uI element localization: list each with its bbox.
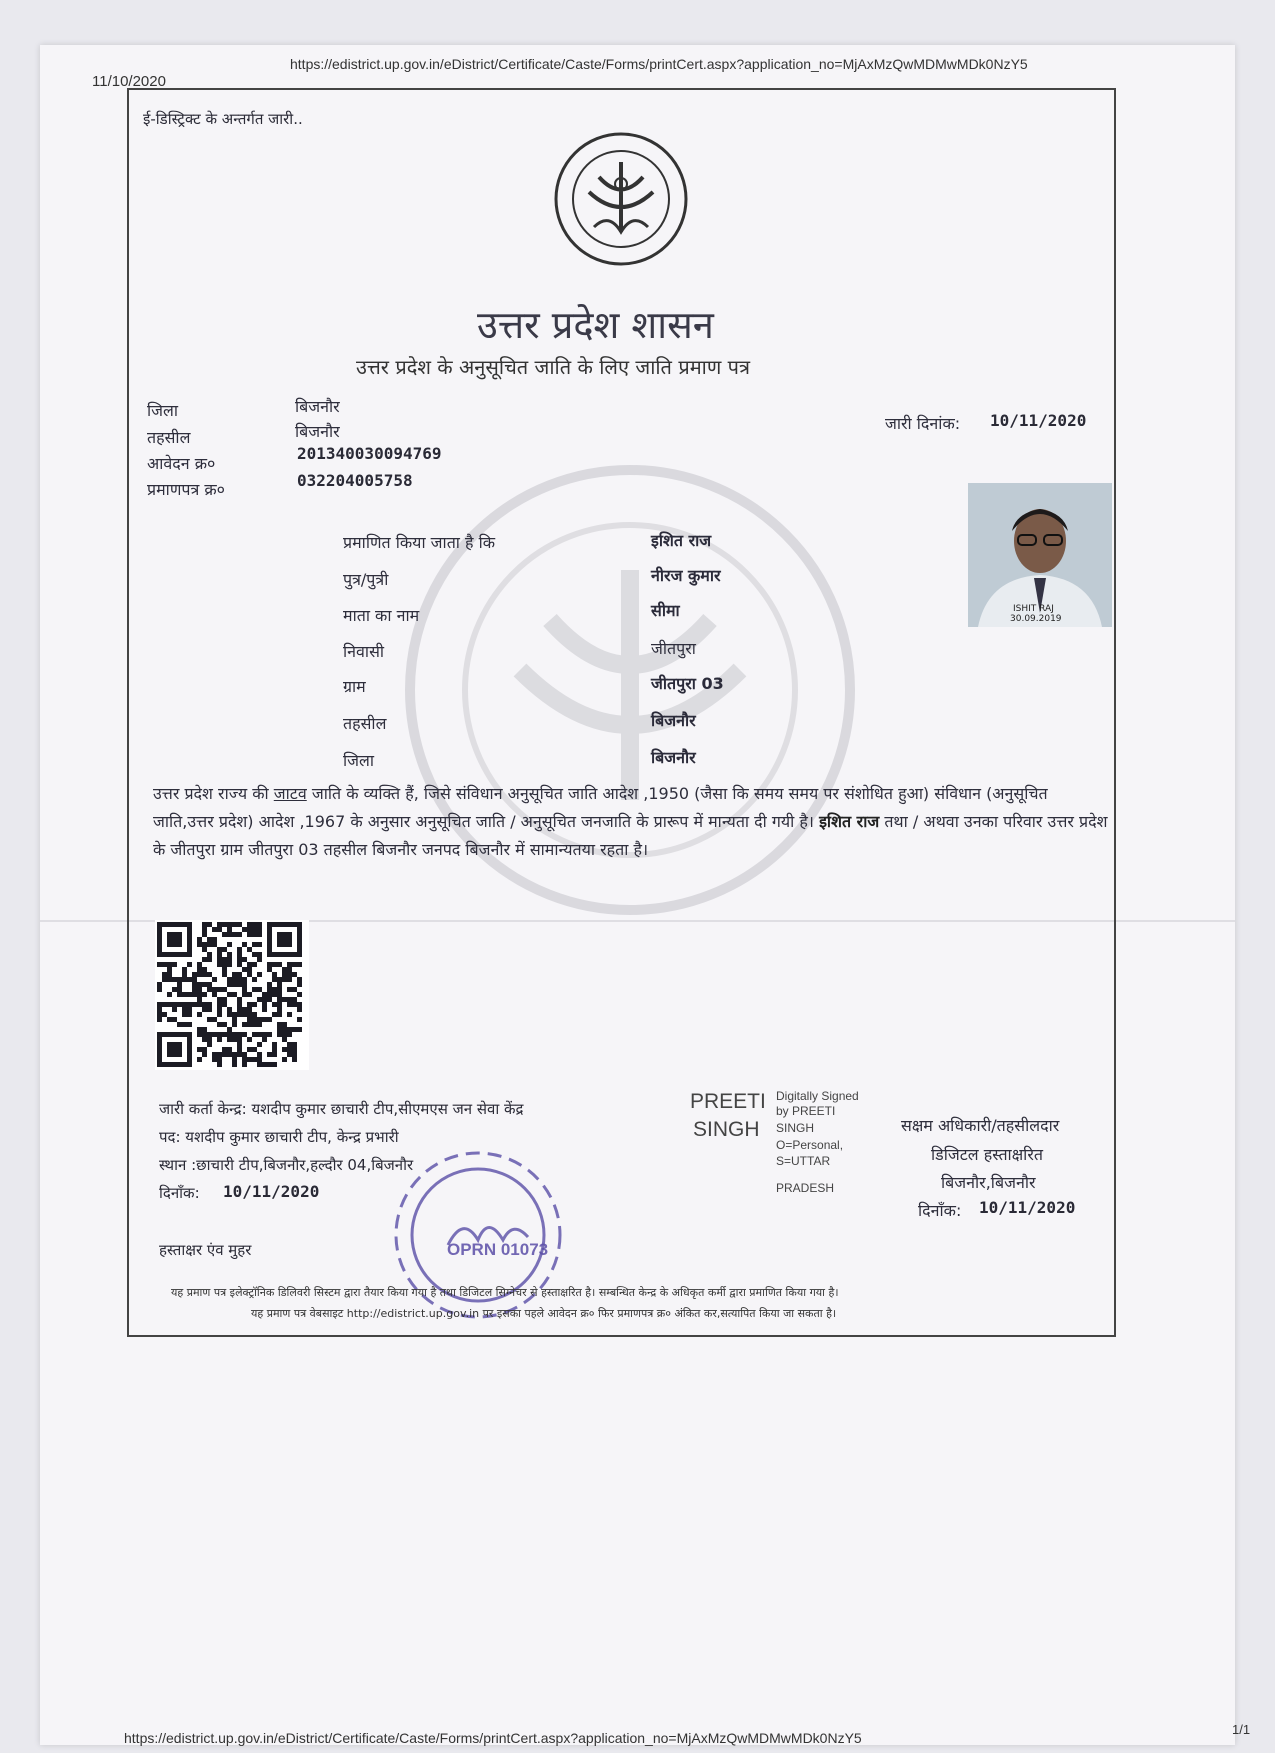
- detail-value-resident: जीतपुरा: [651, 639, 696, 658]
- meta-label-certificate-no: प्रमाणपत्र क्र०: [147, 480, 225, 499]
- issuer-post: पद: यशदीप कुमार छाचारी टीप, केन्द्र प्रभारी: [159, 1128, 399, 1146]
- detail-label-tehsil: तहसील: [343, 714, 387, 733]
- detail-value-name: इशित राज: [651, 531, 712, 550]
- digital-sign-name-1: PREETI: [690, 1090, 766, 1113]
- officer-title: सक्षम अधिकारी/तहसीलदार: [901, 1116, 1060, 1135]
- detail-value-village: जीतपुरा 03: [651, 674, 724, 693]
- print-page-number: 1/1: [1232, 1722, 1251, 1737]
- detail-label-district: जिला: [343, 751, 375, 770]
- certificate-paragraph: [153, 780, 1113, 864]
- footer-note-1: यह प्रमाण पत्र इलेक्ट्रॉनिक डिलिवरी सिस्टम द्वारा तैयार किया गया है तथा डिजिटल सिग्नेचर से हस्ताक्षरित है। सम्बन्धित केन्द्र के अधिकृत कर्मी द्वारा प्रमाणित किया गया है।: [171, 1286, 839, 1299]
- detail-value-father: नीरज कुमार: [651, 566, 721, 585]
- photo-caption-name: ISHIT RAJ: [1013, 604, 1054, 614]
- officer-date: 10/11/2020: [979, 1198, 1076, 1217]
- digital-sign-name-2: SINGH: [693, 1118, 760, 1141]
- issuer-place: स्थान :छाचारी टीप,बिजनौर,हल्दौर 04,बिजनौर: [159, 1156, 414, 1174]
- certificate-title: उत्तर प्रदेश शासन: [477, 303, 714, 347]
- meta-label-application: आवेदन क्र०: [147, 454, 216, 473]
- digital-sign-line-5: S=UTTAR: [776, 1154, 831, 1168]
- print-date: 11/10/2020: [92, 73, 166, 90]
- digital-sign-line-2: by PREETI: [776, 1104, 836, 1118]
- detail-label-son-daughter: पुत्र/पुत्री: [343, 570, 389, 589]
- issued-under: ई-डिस्ट्रिक्ट के अन्तर्गत जारी..: [143, 110, 303, 128]
- issuer-date: 10/11/2020: [223, 1182, 320, 1201]
- meta-value-certificate-no: 032204005758: [297, 471, 413, 490]
- issuer-center: जारी कर्ता केन्द्र: यशदीप कुमार छाचारी टीप,सीएमएस जन सेवा केंद्र: [159, 1100, 524, 1118]
- digital-sign-line-1: Digitally Signed: [776, 1089, 859, 1103]
- digital-sign-line-3: SINGH: [776, 1121, 815, 1135]
- para-part-2: जाति के व्यक्ति हैं, जिसे संविधान अनुसूचित जाति आदेश ,1950 (जैसा कि समय समय पर संशोधित हुआ) संविधान (अनुसूचित जाति,उत्तर प्रदेश) आदेश ,1967 के अनुसार अनुसूचित जाति / अनुसूचित जनजाति के प्रारूप में मान्यता दी गयी है।: [153, 784, 1048, 831]
- digital-sign-line-4: O=Personal,: [776, 1138, 844, 1152]
- stamp-text: OPRN 01073: [447, 1240, 549, 1259]
- digital-sign-line-6: PRADESH: [776, 1181, 835, 1195]
- officer-signed: डिजिटल हस्ताक्षरित: [931, 1145, 1043, 1164]
- detail-label-certified: प्रमाणित किया जाता है कि: [343, 533, 496, 552]
- meta-label-district: जिला: [147, 401, 179, 420]
- officer-place: बिजनौर,बिजनौर: [941, 1173, 1036, 1192]
- detail-value-mother: सीमा: [651, 601, 680, 620]
- meta-value-application: 201340030094769: [297, 444, 442, 463]
- detail-value-tehsil: बिजनौर: [651, 711, 696, 730]
- print-footer-url: https://edistrict.up.gov.in/eDistrict/Certificate/Caste/Forms/printCert.aspx?application_no=MjAxMzQwMDMwMDk0NzY5: [124, 1730, 862, 1746]
- sign-seal-label: हस्ताक्षर एंव मुहर: [159, 1241, 252, 1259]
- print-url: https://edistrict.up.gov.in/eDistrict/Certificate/Caste/Forms/printCert.aspx?application_no=MjAxMzQwMDMwMDk0NzY5: [290, 56, 1028, 72]
- detail-label-village: ग्राम: [343, 677, 366, 696]
- meta-value-tehsil: बिजनौर: [295, 422, 340, 441]
- para-caste: जाटव: [273, 784, 307, 803]
- issue-date: 10/11/2020: [990, 411, 1087, 430]
- photo-caption-date: 30.09.2019: [1010, 614, 1062, 624]
- issuer-date-label: दिनाँक:: [159, 1184, 200, 1202]
- detail-label-mother: माता का नाम: [343, 606, 420, 625]
- para-part-3: तथा / अथवा उनका परिवार उत्तर प्रदेश के जीतपुरा ग्राम जीतपुरा 03 तहसील बिजनौर जनपद बिजनौर में सामान्यतया रहता है।: [153, 812, 1108, 859]
- detail-value-district: बिजनौर: [651, 748, 696, 767]
- meta-value-district: बिजनौर: [295, 397, 340, 416]
- certificate-subtitle: उत्तर प्रदेश के अनुसूचित जाति के लिए जाति प्रमाण पत्र: [356, 355, 751, 379]
- officer-date-label: दिनाँक:: [918, 1201, 962, 1220]
- para-part-1: उत्तर प्रदेश राज्य की: [153, 784, 269, 803]
- detail-label-resident: निवासी: [343, 642, 385, 661]
- issue-date-label: जारी दिनांक:: [885, 414, 961, 433]
- up-emblem-icon: [549, 132, 693, 267]
- meta-label-tehsil: तहसील: [147, 428, 191, 447]
- footer-note-2: यह प्रमाण पत्र वेबसाइट http://edistrict.up.gov.in पर इसका पहले आवेदन क्र० फिर प्रमाणपत्र क्र० अंकित कर,सत्यापित किया जा सकता है।: [251, 1307, 837, 1320]
- qr-code: [155, 920, 309, 1070]
- para-name: इशित राज: [819, 812, 880, 831]
